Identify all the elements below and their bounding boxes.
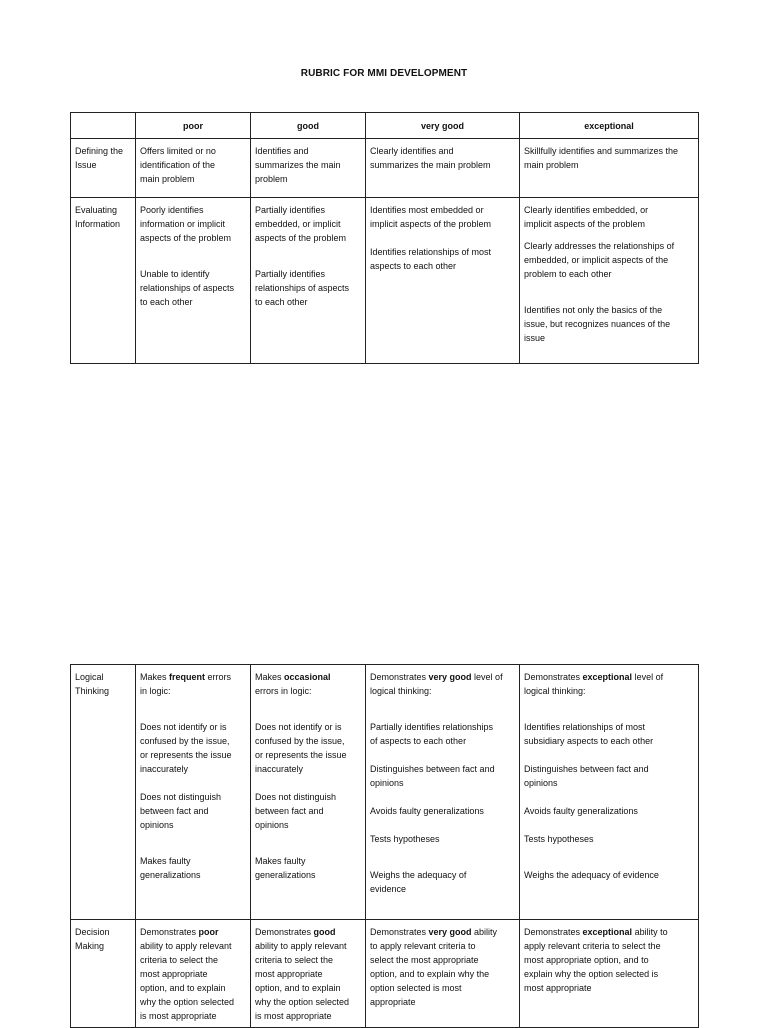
cell-evaluating-poor: Poorly identifies information or implicit aspects of the problem Unable to identify relationships of aspects to each other <box>136 198 251 364</box>
cell-decision-exceptional: Demonstrates exceptional ability to apply relevant criteria to select the most appropriate option, and to explain why the option selected is most appropriate <box>520 920 699 1028</box>
cell-decision-poor: Demonstrates poor ability to apply relevant criteria to select the most appropriate option, and to explain why the option selected is most appropriate <box>136 920 251 1028</box>
row-label-evaluating-information: Evaluating Information <box>71 198 136 364</box>
cell-defining-good: Identifies and summarizes the main problem <box>251 139 366 198</box>
row-label-decision-making: Decision Making <box>71 920 136 1028</box>
row-label-logical-thinking: Logical Thinking <box>71 665 136 920</box>
cell-logical-very-good: Demonstrates very good level of logical thinking: Partially identifies relationships of aspects to each other Distinguishes between fact and opinions Avoids faulty generalizations Tests hypotheses Weighs the adequacy of evidence <box>366 665 520 920</box>
cell-defining-very-good: Clearly identifies and summarizes the main problem <box>366 139 520 198</box>
table-row-defining-issue <box>71 139 699 198</box>
document-title: RUBRIC FOR MMI DEVELOPMENT <box>300 68 468 79</box>
cell-defining-exceptional: Skillfully identifies and summarizes the main problem <box>520 139 699 198</box>
cell-defining-poor: Offers limited or no identification of the main problem <box>136 139 251 198</box>
rubric-table-bottom <box>70 664 699 1028</box>
cell-logical-exceptional: Demonstrates exceptional level of logical thinking: Identifies relationships of most subsidiary aspects to each other Distinguishes between fact and opinions Avoids faulty generalizations Tests hypotheses Weighs the adequacy of evidence <box>520 665 699 920</box>
table-row-decision-making <box>71 920 699 1028</box>
cell-decision-good: Demonstrates good ability to apply relevant criteria to select the most appropriate option, and to explain why the option selected is most appropriate <box>251 920 366 1028</box>
header-cell-very-good: very good <box>366 113 520 139</box>
header-row <box>71 113 699 139</box>
rubric-table-top <box>70 112 699 364</box>
table-row-evaluating-information <box>71 198 699 364</box>
cell-evaluating-exceptional: Clearly identifies embedded, or implicit aspects of the problem Clearly addresses the relationships of embedded, or implicit aspects of the problem to each other Identifies not only the basics of the issue, but recognizes nuances of the issue <box>520 198 699 364</box>
header-cell-good: good <box>251 113 366 139</box>
cell-logical-good: Makes occasional errors in logic: Does not identify or is confused by the issue, or represents the issue inaccurately Does not distinguish between fact and opinions Makes faulty generalizations <box>251 665 366 920</box>
header-cell-exceptional: exceptional <box>520 113 699 139</box>
cell-evaluating-very-good: Identifies most embedded or implicit aspects of the problem Identifies relationships of most aspects to each other <box>366 198 520 364</box>
cell-logical-poor: Makes frequent errors in logic: Does not identify or is confused by the issue, or represents the issue inaccurately Does not distinguish between fact and opinions Makes faulty generalizations <box>136 665 251 920</box>
table-row-logical-thinking <box>71 665 699 920</box>
header-cell-empty <box>71 113 136 139</box>
header-cell-poor: poor <box>136 113 251 139</box>
cell-decision-very-good: Demonstrates very good ability to apply relevant criteria to select the most appropriate option, and to explain why the option selected is most appropriate <box>366 920 520 1028</box>
cell-evaluating-good: Partially identifies embedded, or implicit aspects of the problem Partially identifies relationships of aspects to each other <box>251 198 366 364</box>
row-label-defining-issue: Defining the Issue <box>71 139 136 198</box>
